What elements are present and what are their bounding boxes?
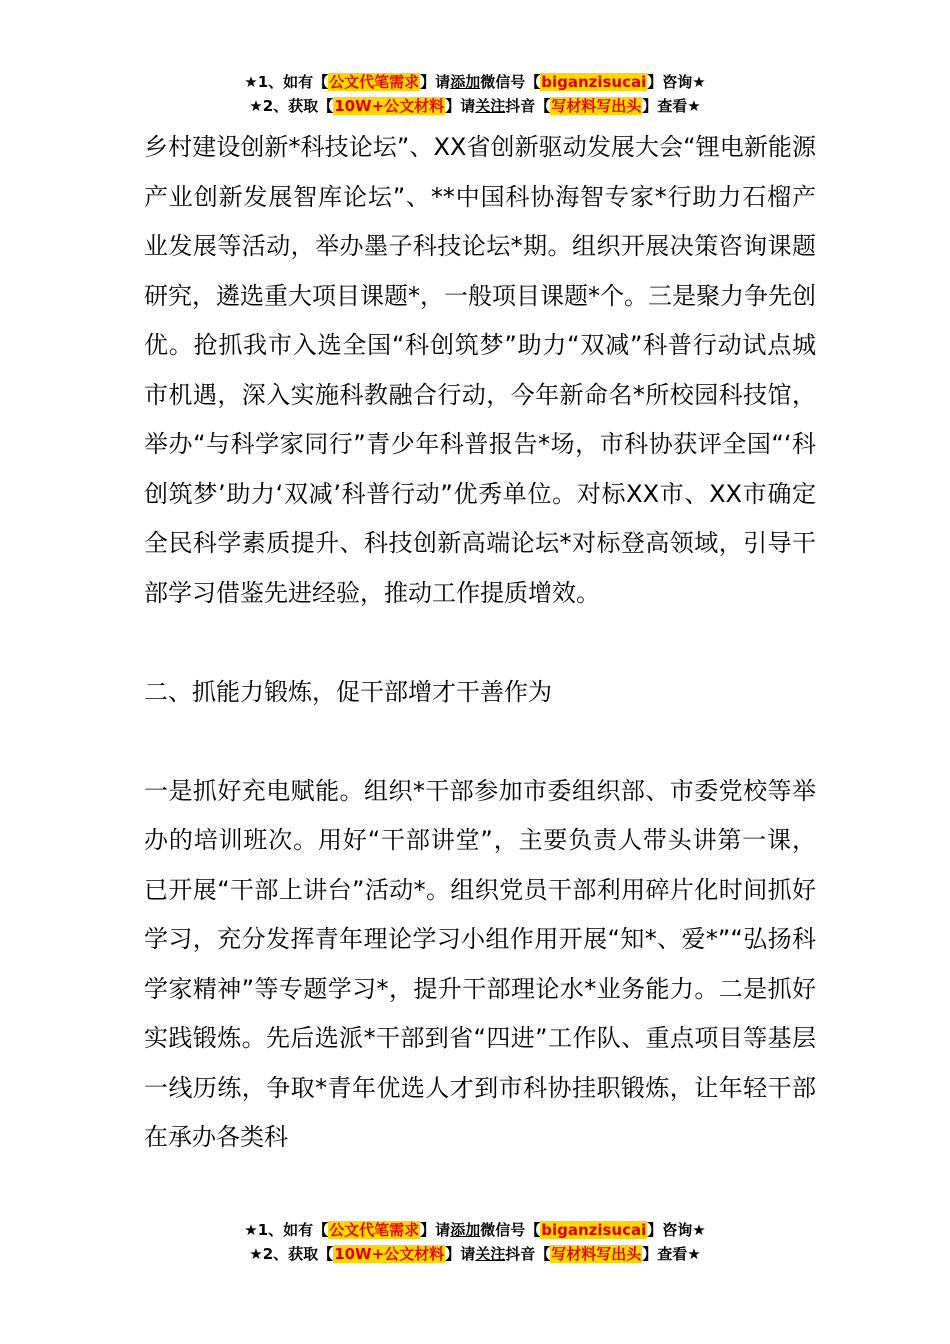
banner-underlined: 关注 (475, 1245, 506, 1263)
banner-text: 抖音【 (505, 97, 551, 115)
banner-text: 】请 (445, 1245, 476, 1263)
banner-text: ★1、如有【 (244, 1221, 329, 1239)
banner-text: 】请 (445, 97, 476, 115)
banner-text: 】请 (420, 73, 451, 91)
banner-underlined: 关注 (475, 97, 506, 115)
banner-text: 】咨询★ (647, 73, 706, 91)
banner-text: 】查看★ (642, 1245, 701, 1263)
banner-text: 微信号【 (480, 1221, 541, 1239)
banner-text: 微信号【 (480, 73, 541, 91)
banner-text: 】咨询★ (647, 1221, 706, 1239)
footer-banner (0, 1218, 950, 1266)
banner-text: ★1、如有【 (244, 73, 329, 91)
banner-line-2 (0, 94, 950, 118)
banner-highlight: biganzisucai (541, 73, 647, 91)
section-heading: 二、抓能力锻炼，促干部增才干善作为 (144, 677, 552, 706)
banner-text: 】查看★ (642, 97, 701, 115)
paragraph: 乡村建设创新*科技论坛”、XX省创新驱动发展大会“锂电新能源产业创新发展智库论坛”、**中国科协海智专家*行助力石榴产业发展等活动，举办墨子科技论坛*期。组织开展决策咨询课题研究，遴选重大项目课题*，一般项目课题*个。三是聚力争先创优。抢抓我市入选全国“科创筑梦”助力“双减”科普行动试点城市机遇，深入实施科教融合行动，今年新命名*所校园科技馆，举办“与科学家同行”青少年科普报告*场，市科协获评全国“‘科创筑梦’助力‘双减’科普行动”优秀单位。对标XX市、XX市确定全民科学素质提升、科技创新高端论坛*对标登高领域，引导干部学习借鉴先进经验，推动工作提质增效。 (144, 133, 816, 607)
banner-highlight: 10W+公文材料 (334, 97, 445, 115)
banner-text: ★2、获取【 (249, 1245, 334, 1263)
banner-underlined: 添加 (450, 73, 481, 91)
banner-highlight: 10W+公文材料 (334, 1245, 445, 1263)
banner-highlight: biganzisucai (541, 1221, 647, 1239)
banner-text: ★2、获取【 (249, 97, 334, 115)
banner-highlight: 公文代笔需求 (329, 73, 420, 91)
paragraph: 一是抓好充电赋能。组织*干部参加市委组织部、市委党校等举办的培训班次。用好“干部讲堂”，主要负责人带头讲第一课，已开展“干部上讲台”活动*。组织党员干部利用碎片化时间抓好学习，充分发挥青年理论学习小组作用开展“知*、爱*”“弘扬科学家精神”等专题学习*，提升干部理论水*业务能力。二是抓好实践锻炼。先后选派*干部到省“四进”工作队、重点项目等基层一线历练，争取*青年优选人才到市科协挂职锻炼，让年轻干部在承办各类科 (144, 776, 816, 1151)
document-body (144, 123, 816, 1163)
banner-highlight: 写材料写出头 (551, 1245, 642, 1263)
banner-line-1 (0, 1218, 950, 1242)
banner-text: 】请 (420, 1221, 451, 1239)
banner-text: 抖音【 (505, 1245, 551, 1263)
banner-highlight: 写材料写出头 (551, 97, 642, 115)
banner-highlight: 公文代笔需求 (329, 1221, 420, 1239)
banner-line-1 (0, 70, 950, 94)
header-banner (0, 70, 950, 118)
banner-underlined: 添加 (450, 1221, 481, 1239)
banner-line-2 (0, 1242, 950, 1266)
